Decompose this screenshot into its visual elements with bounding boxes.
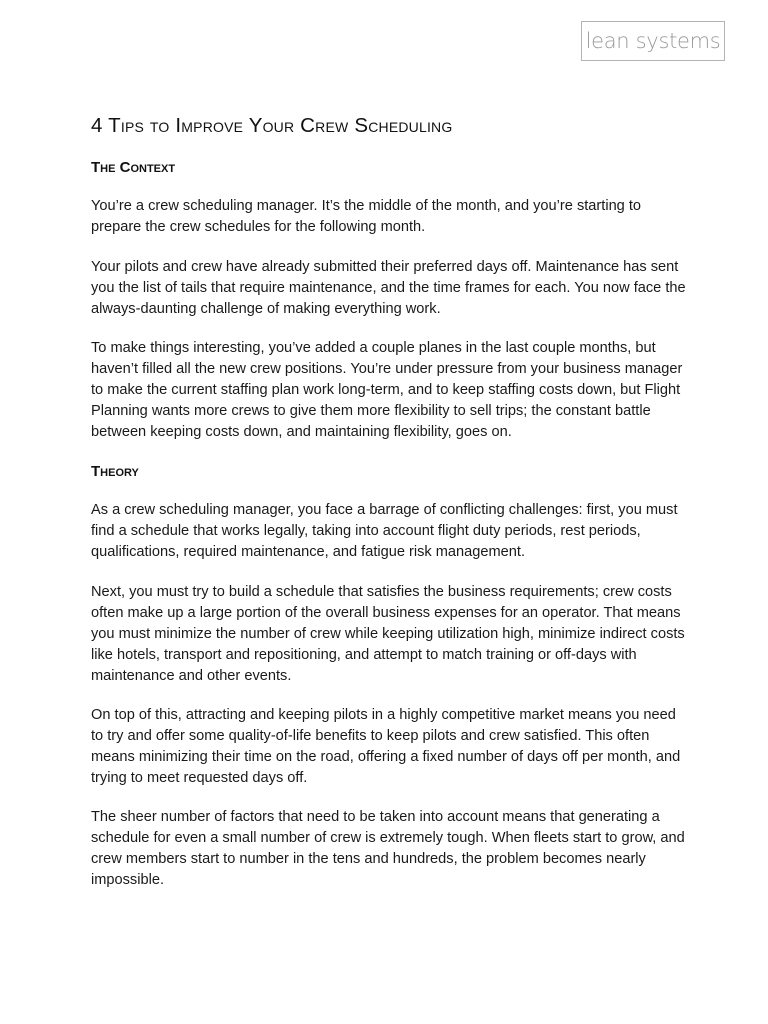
section-heading-theory: Theory (91, 463, 139, 480)
lean-systems-logo: lean systems (581, 21, 725, 61)
paragraph: Next, you must try to build a schedule that satisfies the business requirements; crew costs often make up a large portion of the overall business expenses for an operator. That means you must minimize the number of crew while keeping utilization high, minimize indirect costs like hotels, transport and repositioning, and attempt to match training or off-days with maintenance and other events. (91, 584, 685, 684)
document-body (91, 112, 691, 891)
paragraph: You’re a crew scheduling manager. It’s the middle of the month, and you’re starting to prepare the crew schedules for the following month. (91, 198, 642, 235)
paragraph: To make things interesting, you’ve added a couple planes in the last couple months, but haven’t filled all the new crew positions. You’re under pressure from your business manager to make the current staffing plan work long-term, and to keep staffing costs down, but Flight Planning wants more crews to give them more flexibility to sell trips; the constant battle between keeping costs down, and maintaining flexibility, goes on. (91, 340, 683, 440)
section-heading-context: The Context (91, 159, 176, 176)
paragraph: As a crew scheduling manager, you face a barrage of conflicting challenges: first, you must find a schedule that works legally, taking into account flight duty periods, rest periods, qualifications, required maintenance, and fatigue risk management. (91, 502, 678, 560)
paragraph: Your pilots and crew have already submitted their preferred days off. Maintenance has sent you the list of tails that require maintenance, and the time frames for each. You now face the always-daunting challenge of making everything work. (91, 259, 686, 317)
paragraph: The sheer number of factors that need to be taken into account means that generating a schedule for even a small number of crew is extremely tough. When fleets start to grow, and crew members start to number in the tens and hundreds, the problem becomes nearly impossible. (91, 809, 685, 888)
document-title: 4 Tips to Improve Your Crew Scheduling (91, 114, 453, 137)
paragraph: On top of this, attracting and keeping pilots in a highly competitive market means you need to try and offer some quality-of-life benefits to keep pilots and crew satisfied. This often means minimizing their time on the road, offering a fixed number of days off per month, and trying to meet requested days off. (91, 707, 681, 786)
